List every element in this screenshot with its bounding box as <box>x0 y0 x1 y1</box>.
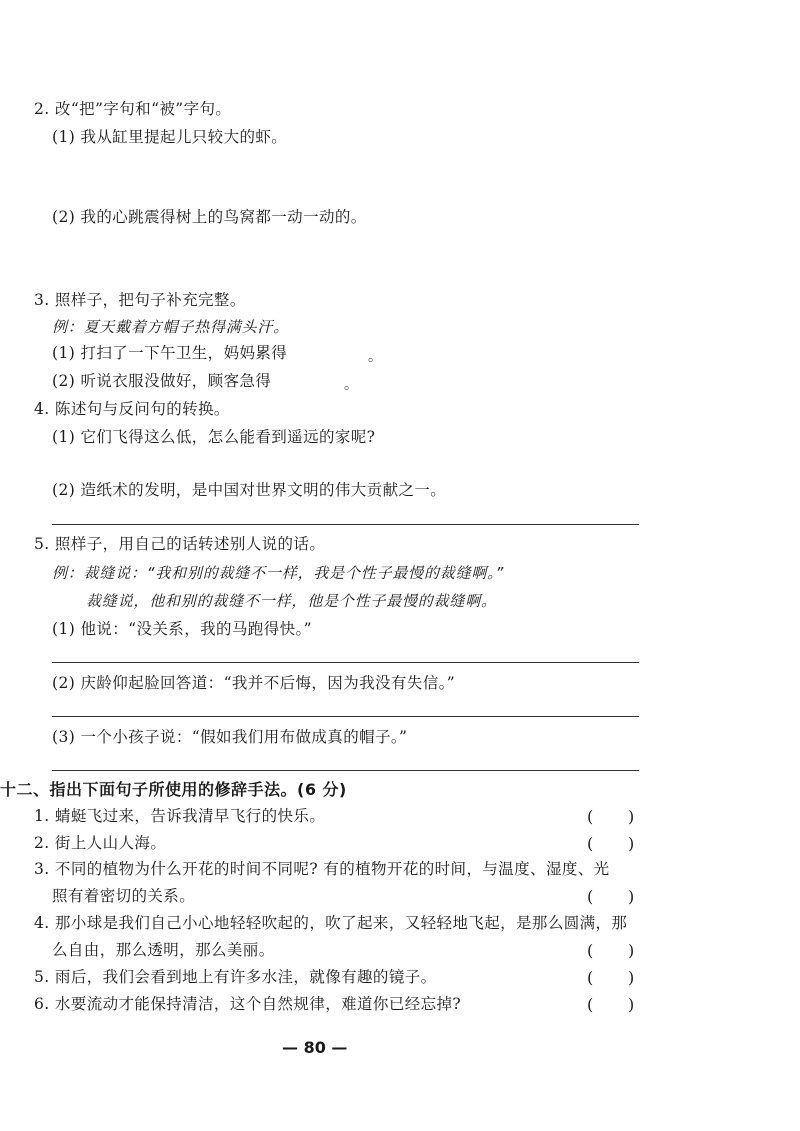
q5-item-3: (3) 一个小孩子说：“假如我们用布做成真的帽子。” <box>52 728 408 746</box>
q3-item-1: (1) 打扫了一下午卫生，妈妈累得 <box>52 344 288 362</box>
s12-answer-4-close[interactable]: ) <box>628 941 635 960</box>
q3-item-1-end: 。 <box>368 349 382 365</box>
q3-title: 3. 照样子，把句子补充完整。 <box>34 291 246 309</box>
s12-answer-5-open[interactable]: ( <box>587 968 594 987</box>
s12-item-3-line1: 3. 不同的植物为什么开花的时间不同呢? 有的植物开花的时间，与温度、湿度、光 <box>34 860 610 878</box>
q5-example-2: 裁缝说，他和别的裁缝不一样，他是个性子最慢的裁缝啊。 <box>86 592 497 610</box>
s12-answer-1-open[interactable]: ( <box>587 807 594 826</box>
s12-item-5: 5. 雨后，我们会看到地上有许多水洼，就像有趣的镜子。 <box>34 968 437 986</box>
q3-item-2: (2) 听说衣服没做好，顾客急得 <box>52 372 272 390</box>
q4-item-2: (2) 造纸术的发明，是中国对世界文明的伟大贡献之一。 <box>52 481 447 499</box>
q5-item-1: (1) 他说：“没关系，我的马跑得快。” <box>52 620 312 638</box>
s12-answer-3-open[interactable]: ( <box>587 887 594 906</box>
section12-title: 十二、指出下面句子所使用的修辞手法。(6 分) <box>0 780 347 799</box>
s12-answer-6-close[interactable]: ) <box>628 995 635 1014</box>
q4-item-1: (1) 它们飞得这么低，怎么能看到遥远的家呢? <box>52 428 376 446</box>
s12-answer-5-close[interactable]: ) <box>628 968 635 987</box>
q5-item-2: (2) 庆龄仰起脸回答道：“我并不后悔，因为我没有失信。” <box>52 674 456 692</box>
s12-answer-6-open[interactable]: ( <box>587 995 594 1014</box>
q5-answer-line-2[interactable] <box>52 716 639 717</box>
q5-answer-line-1[interactable] <box>52 662 639 663</box>
q3-example: 例：夏天戴着方帽子热得满头汗。 <box>52 318 290 336</box>
s12-item-6: 6. 水要流动才能保持清洁，这个自然规律，难道你已经忘掉? <box>34 995 462 1013</box>
s12-item-3-line2: 照有着密切的关系。 <box>52 887 196 905</box>
q2-item-1: (1) 我从缸里提起儿只较大的虾。 <box>52 128 288 146</box>
s12-answer-4-open[interactable]: ( <box>587 941 594 960</box>
q5-title: 5. 照样子，用自己的话转述别人说的话。 <box>34 535 326 553</box>
s12-item-2: 2. 街上人山人海。 <box>34 834 167 852</box>
s12-answer-2-open[interactable]: ( <box>587 834 594 853</box>
q5-answer-line-3[interactable] <box>52 770 639 771</box>
s12-item-1: 1. 蜻蜓飞过来，告诉我清早飞行的快乐。 <box>34 807 326 825</box>
q2-item-2: (2) 我的心跳震得树上的鸟窝都一动一动的。 <box>52 208 367 226</box>
page-number: — 80 — <box>282 1038 348 1057</box>
q5-example-1: 例：裁缝说：“我和别的裁缝不一样，我是个性子最慢的裁缝啊。” <box>52 564 505 582</box>
q2-title: 2. 改“把”字句和“被”字句。 <box>34 100 232 118</box>
s12-answer-3-close[interactable]: ) <box>628 887 635 906</box>
s12-item-4-line2: 么自由，那么透明，那么美丽。 <box>52 941 275 959</box>
q3-item-2-end: 。 <box>344 377 358 393</box>
s12-item-4-line1: 4. 那小球是我们自己小心地轻轻吹起的，吹了起来，又轻轻地飞起，是那么圆满，那 <box>34 914 628 932</box>
q4-answer-line[interactable] <box>52 524 639 525</box>
s12-answer-2-close[interactable]: ) <box>628 834 635 853</box>
q4-title: 4. 陈述句与反问句的转换。 <box>34 400 230 418</box>
s12-answer-1-close[interactable]: ) <box>628 807 635 826</box>
